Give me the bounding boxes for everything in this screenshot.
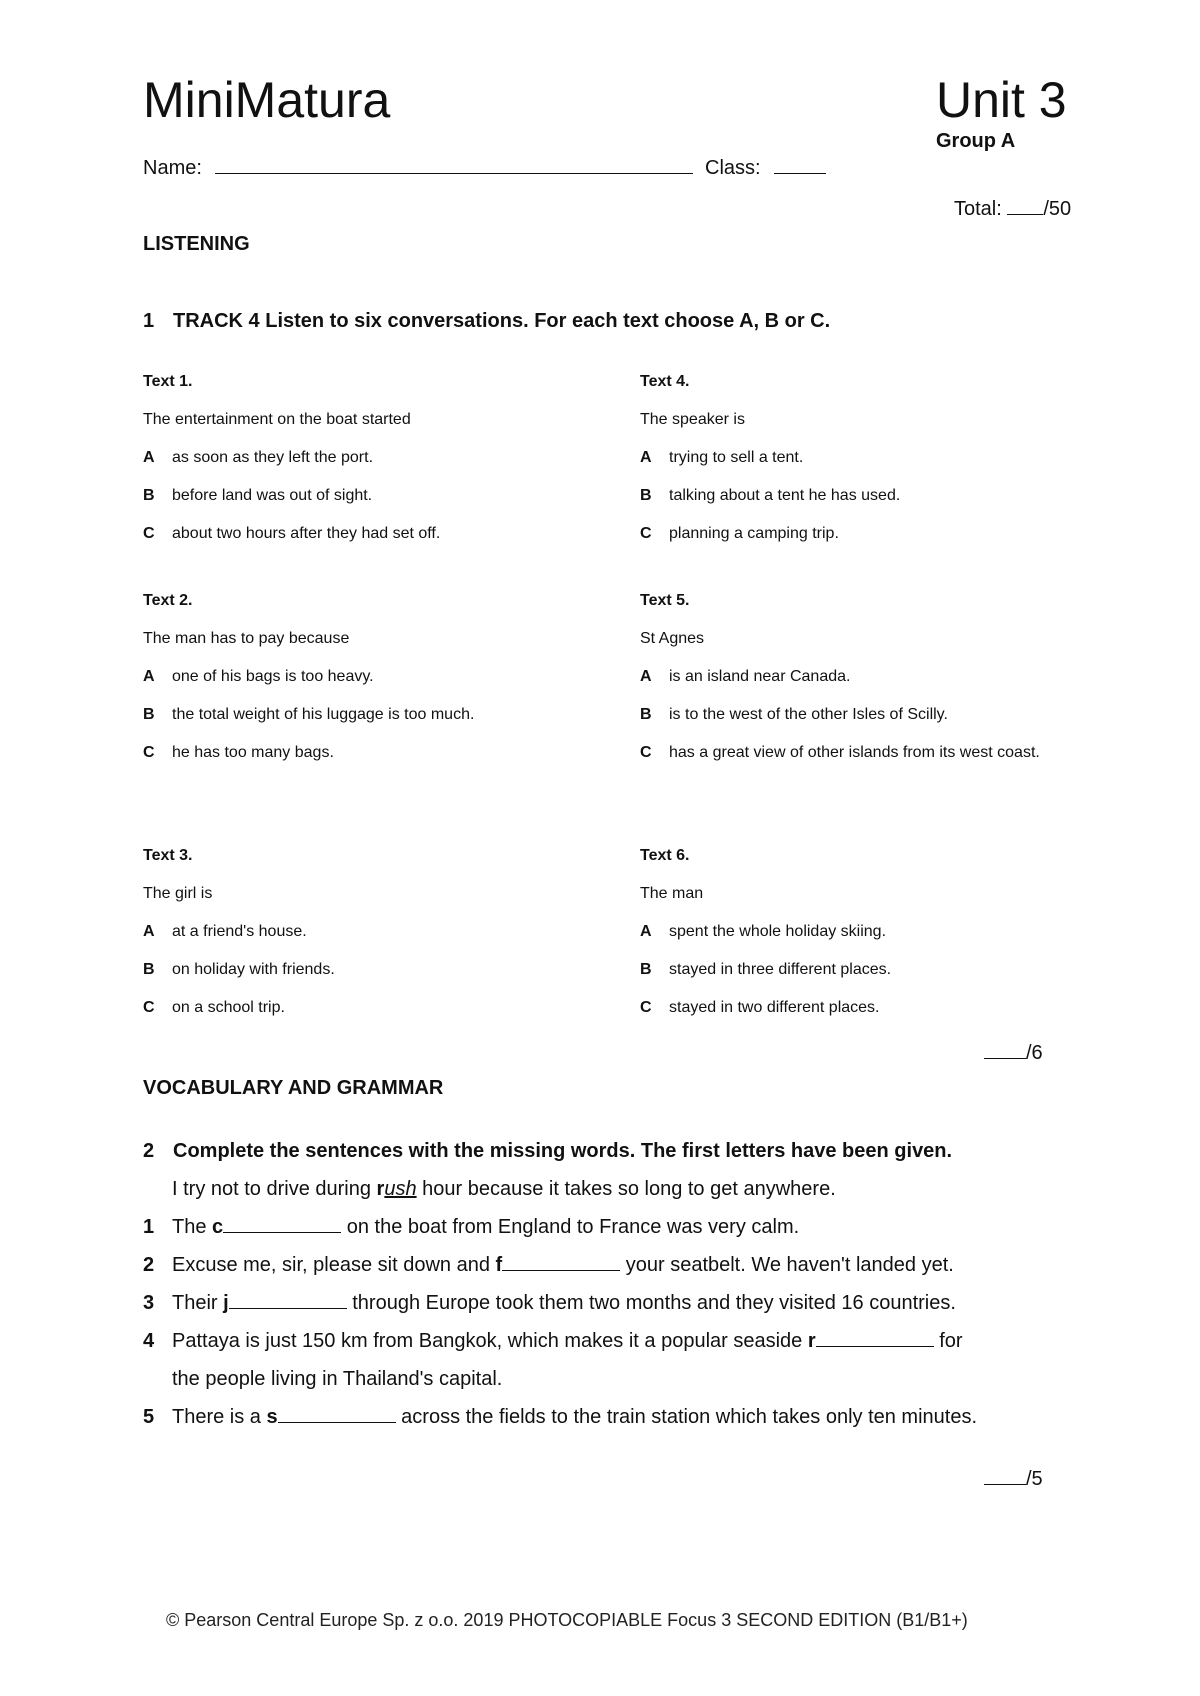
option-b[interactable]: B stayed in three different places. xyxy=(640,961,892,978)
text-block-2 xyxy=(143,582,543,772)
total-score xyxy=(954,196,1071,221)
text-stem: The entertainment on the boat started xyxy=(143,411,411,428)
option-c[interactable]: C about two hours after they had set off. xyxy=(143,525,441,542)
text-title: Text 4. xyxy=(640,373,690,390)
class-field[interactable] xyxy=(774,155,826,174)
option-c[interactable]: C stayed in two different places. xyxy=(640,999,880,1016)
text-block-3 xyxy=(143,837,583,1027)
vocab-heading: VOCABULARY AND GRAMMAR xyxy=(143,1077,444,1099)
text-block-4 xyxy=(640,363,1080,553)
option-b[interactable]: B is to the west of the other Isles of Scilly. xyxy=(640,706,948,723)
name-class-row xyxy=(143,155,826,181)
text-stem: The speaker is xyxy=(640,411,745,428)
text-title: Text 6. xyxy=(640,847,690,864)
listening-score-suffix: /6 xyxy=(1026,1042,1043,1064)
answer-blank[interactable] xyxy=(278,1404,396,1423)
group-label: Group A xyxy=(936,130,1016,152)
listening-score-field[interactable] xyxy=(984,1040,1026,1059)
answer-blank[interactable] xyxy=(223,1214,341,1233)
example-sentence: I try not to drive during rush hour because it takes so long to get anywhere. xyxy=(172,1178,836,1200)
text-stem: The man xyxy=(640,885,704,902)
task-instruction: Complete the sentences with the missing words. The first letters have been given. xyxy=(173,1140,953,1162)
option-a[interactable]: A as soon as they left the port. xyxy=(143,449,374,466)
answer-blank[interactable] xyxy=(229,1290,347,1309)
listening-score xyxy=(984,1040,1043,1065)
option-c[interactable]: C has a great view of other islands from its west coast. xyxy=(640,744,1040,761)
answer-blank[interactable] xyxy=(502,1252,620,1271)
class-label: Class: xyxy=(705,157,761,179)
copyright-footer: © Pearson Central Europe Sp. z o.o. 2019 PHOTOCOPIABLE Focus 3 SECOND EDITION (B1/B1+) xyxy=(166,1610,968,1630)
text-title: Text 2. xyxy=(143,592,193,609)
text-block-5 xyxy=(640,582,1070,772)
option-c[interactable]: C on a school trip. xyxy=(143,999,285,1016)
task-instruction: TRACK 4 Listen to six conversations. For each text choose A, B or C. xyxy=(173,310,831,332)
option-b[interactable]: B on holiday with friends. xyxy=(143,961,335,978)
option-a[interactable]: A at a friend's house. xyxy=(143,923,307,940)
task-number: 1 xyxy=(143,310,155,332)
option-a[interactable]: A is an island near Canada. xyxy=(640,668,851,685)
total-prefix: Total: xyxy=(954,198,1008,220)
total-suffix: /50 xyxy=(1043,198,1072,220)
vocab-item-1: 1 The c on the boat from England to France was very calm. xyxy=(143,1216,800,1238)
option-b[interactable]: B talking about a tent he has used. xyxy=(640,487,901,504)
option-c[interactable]: C planning a camping trip. xyxy=(640,525,839,542)
text-title: Text 3. xyxy=(143,847,193,864)
example-answer: ush xyxy=(384,1178,417,1200)
option-a[interactable]: A trying to sell a tent. xyxy=(640,449,804,466)
name-field[interactable] xyxy=(215,155,693,174)
total-field[interactable] xyxy=(1007,196,1043,215)
task-number: 2 xyxy=(143,1140,155,1162)
vocab-item-5: 5 There is a s across the fields to the train station which takes only ten minutes. xyxy=(143,1406,978,1428)
option-b[interactable]: B the total weight of his luggage is too much. xyxy=(143,706,475,723)
option-c[interactable]: C he has too many bags. xyxy=(143,744,334,761)
vocab-item-4-continuation: the people living in Thailand's capital. xyxy=(172,1368,503,1390)
vocab-score-field[interactable] xyxy=(984,1466,1026,1485)
text-title: Text 1. xyxy=(143,373,193,390)
listening-heading: LISTENING xyxy=(143,233,250,255)
vocab-task xyxy=(143,1140,952,1163)
text-stem: The man has to pay because xyxy=(143,630,350,647)
option-a[interactable]: A spent the whole holiday skiing. xyxy=(640,923,887,940)
option-b[interactable]: B before land was out of sight. xyxy=(143,487,373,504)
vocab-item-4: 4 Pattaya is just 150 km from Bangkok, which makes it a popular seaside r for xyxy=(143,1330,963,1352)
vocab-item-3: 3 Their j through Europe took them two months and they visited 16 countries. xyxy=(143,1292,956,1314)
worksheet-title: MiniMatura xyxy=(143,72,391,128)
vocab-item-2: 2 Excuse me, sir, please sit down and f your seatbelt. We haven't landed yet. xyxy=(143,1254,954,1276)
name-label: Name: xyxy=(143,157,202,179)
text-stem: The girl is xyxy=(143,885,213,902)
listening-task xyxy=(143,310,830,333)
text-stem: St Agnes xyxy=(640,630,705,647)
text-title: Text 5. xyxy=(640,592,690,609)
vocab-score xyxy=(984,1466,1043,1491)
text-block-6 xyxy=(640,837,1080,1027)
text-block-1 xyxy=(143,363,583,553)
option-a[interactable]: A one of his bags is too heavy. xyxy=(143,668,374,685)
answer-blank[interactable] xyxy=(816,1328,934,1347)
unit-title: Unit 3 xyxy=(936,72,1067,128)
vocab-score-suffix: /5 xyxy=(1026,1468,1043,1490)
